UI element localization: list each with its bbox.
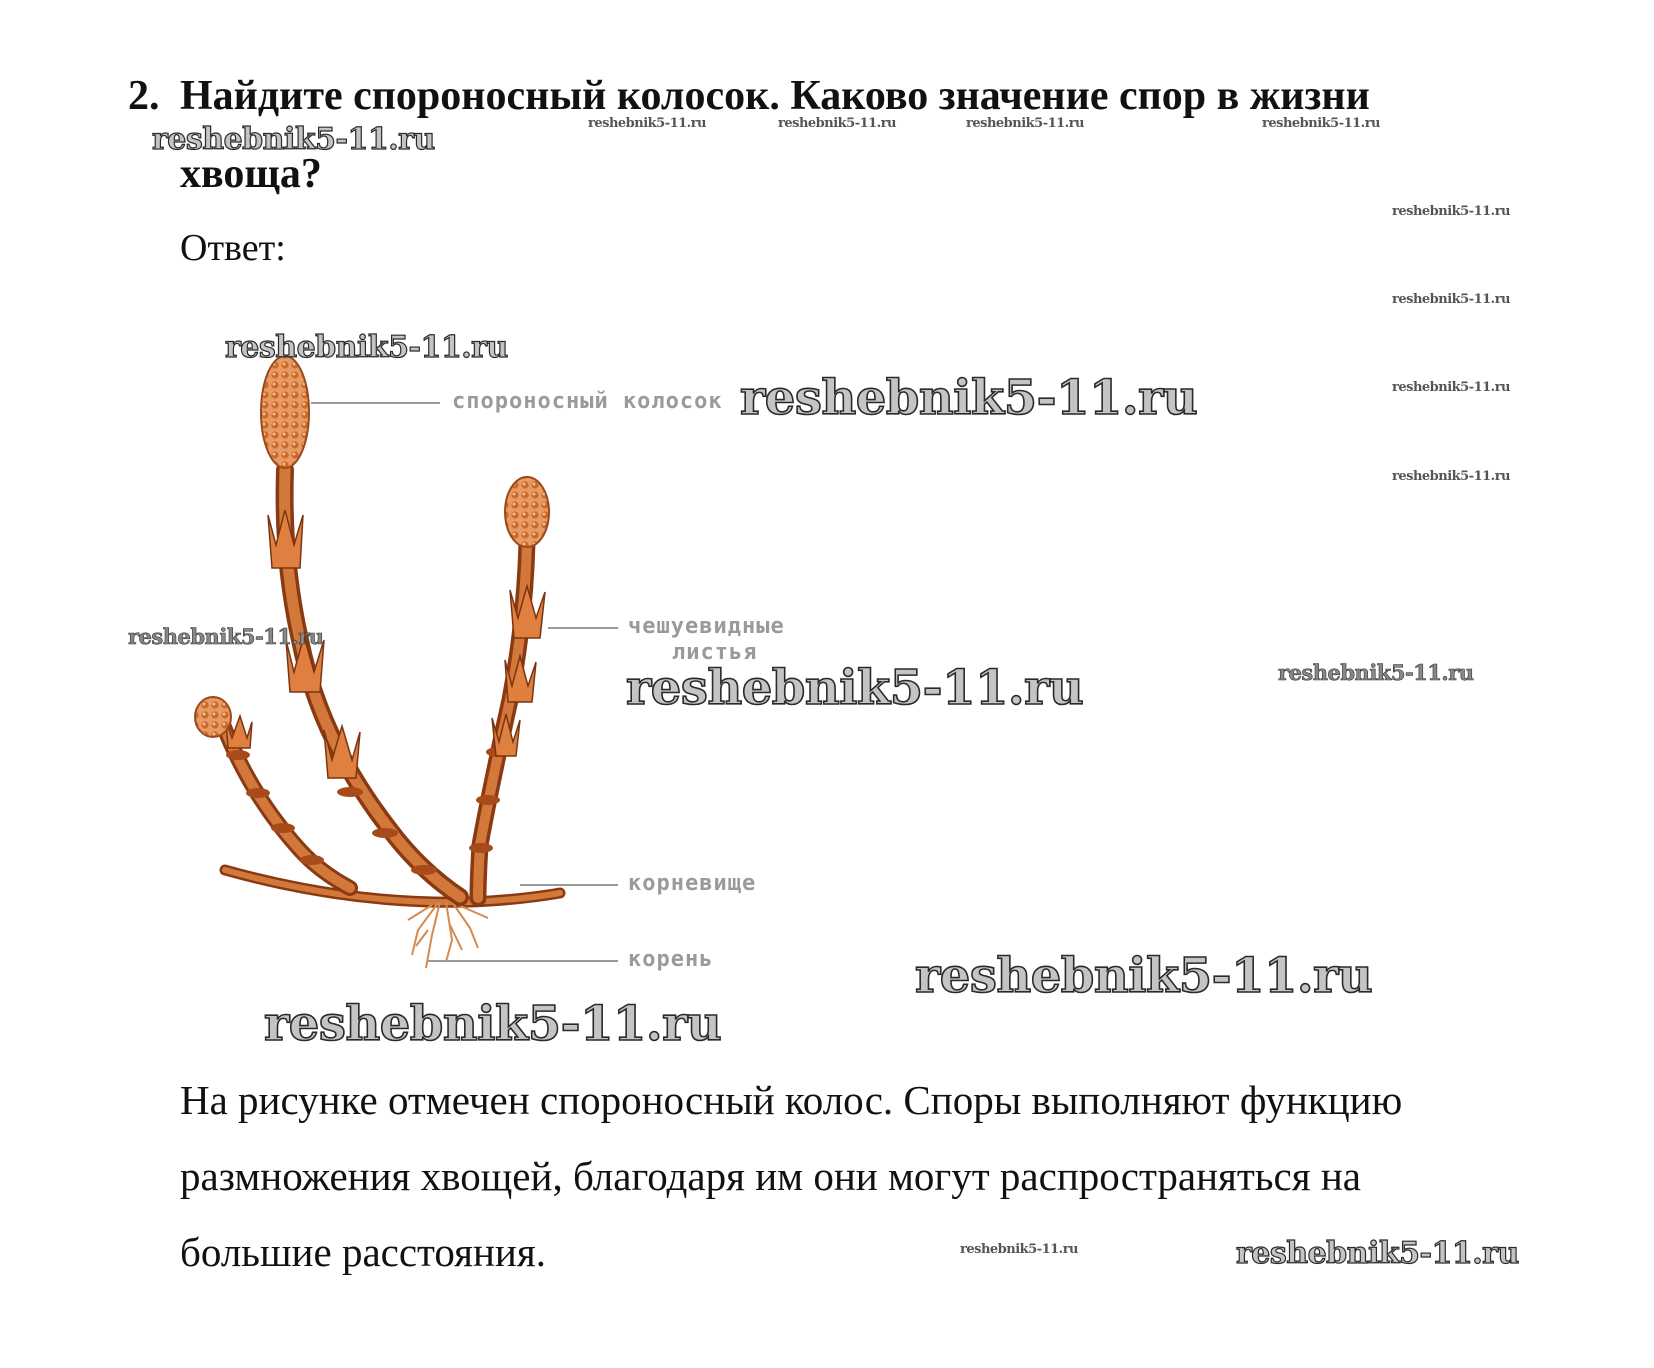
watermark: reshebnik5-11.ru: [1392, 380, 1511, 395]
question-text-line1: Найдите спороносный колосок. Каково значение спор в жизни: [180, 73, 1370, 119]
question-text-line2: хвоща?: [180, 151, 322, 197]
answer-text-line1: На рисунке отмечен спороносный колос. Споры выполняют функцию: [180, 1077, 1403, 1123]
watermark: reshebnik5-11.ru: [225, 330, 508, 365]
watermark: reshebnik5-11.ru: [152, 122, 435, 157]
watermark: reshebnik5-11.ru: [588, 116, 707, 131]
watermark: reshebnik5-11.ru: [626, 660, 1084, 716]
watermark: reshebnik5-11.ru: [966, 116, 1085, 131]
watermark: reshebnik5-11.ru: [1392, 292, 1511, 307]
watermark: reshebnik5-11.ru: [960, 1242, 1079, 1257]
watermark: reshebnik5-11.ru: [1262, 116, 1381, 131]
watermark: reshebnik5-11.ru: [1236, 1236, 1519, 1271]
horsetail-plant: [195, 356, 618, 968]
watermark: reshebnik5-11.ru: [915, 948, 1373, 1004]
label-root: корень: [628, 947, 714, 972]
answer-text-line3: большие расстояния.: [180, 1229, 546, 1275]
watermark: reshebnik5-11.ru: [740, 370, 1198, 426]
watermark: reshebnik5-11.ru: [778, 116, 897, 131]
label-rhizome: корневище: [628, 871, 757, 896]
watermark: reshebnik5-11.ru: [1392, 469, 1511, 484]
main-spore-spike-shape: [261, 356, 309, 468]
watermark: reshebnik5-11.ru: [1278, 660, 1474, 685]
watermark: reshebnik5-11.ru: [1392, 204, 1511, 219]
watermark: reshebnik5-11.ru: [264, 996, 722, 1052]
watermark: reshebnik5-11.ru: [128, 624, 324, 649]
answer-text-line2: размножения хвощей, благодаря им они могут распространяться на: [180, 1153, 1361, 1199]
question-number: 2.: [128, 73, 160, 119]
label-spore-spike: спороносный колосок: [452, 389, 723, 414]
answer-label: Ответ:: [180, 227, 286, 269]
right-spore-spike-shape: [505, 477, 549, 547]
label-scale-leaves-2: листья: [672, 640, 758, 665]
label-scale-leaves-1: чешуевидные: [628, 614, 785, 639]
left-spore-spike-shape: [195, 697, 231, 737]
roots-shape: [408, 902, 488, 968]
